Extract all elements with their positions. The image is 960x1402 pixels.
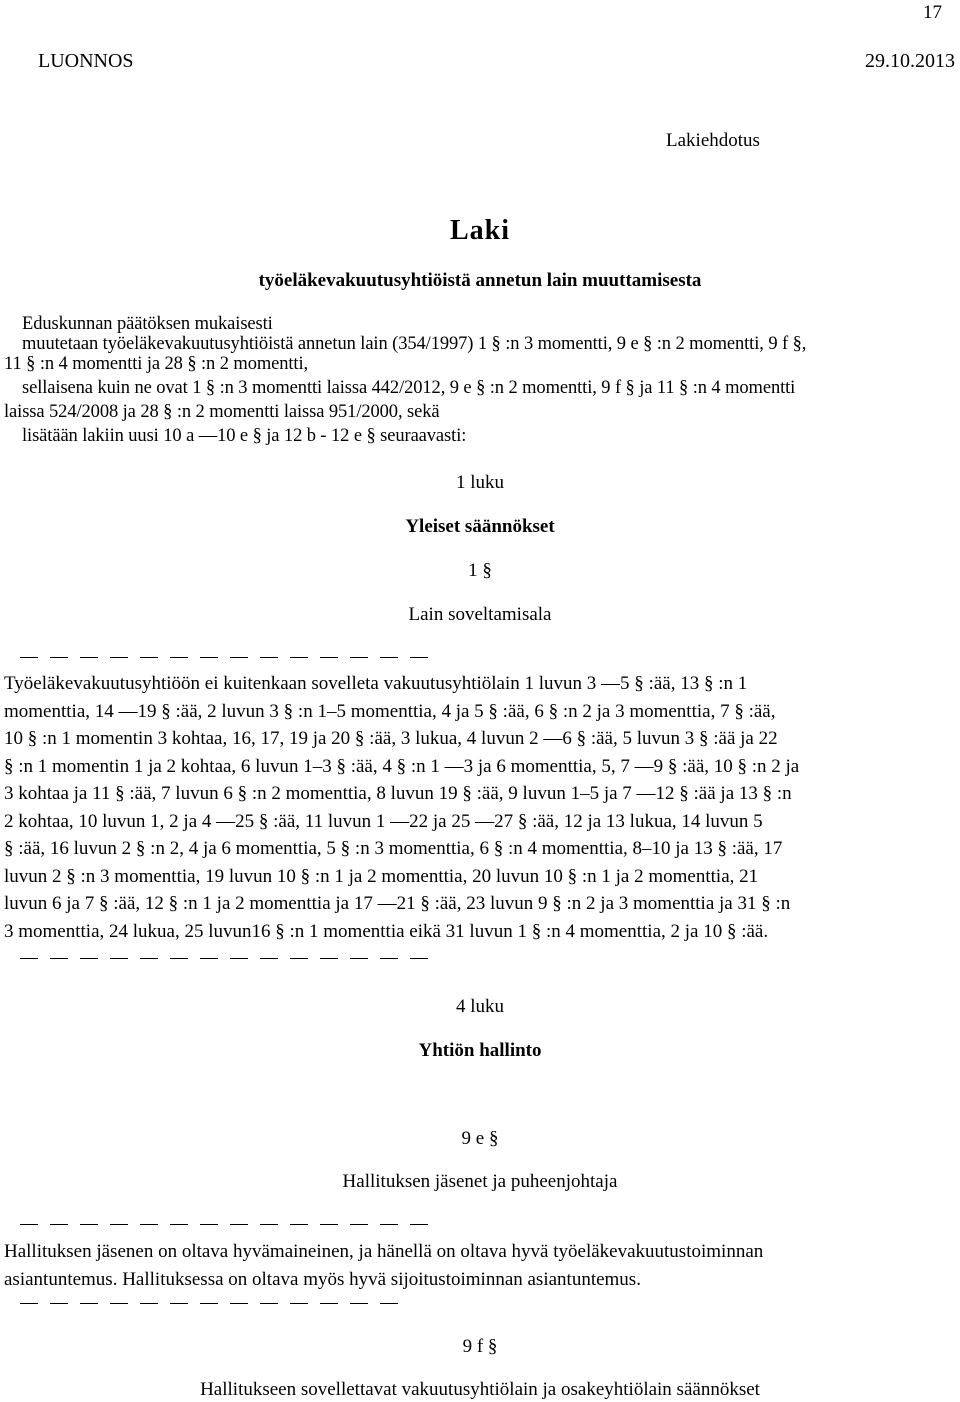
text-line: § :n 1 momentin 1 ja 2 kohtaa, 6 luvun 1–3 § :ää, 4 § :n 1 —3 ja 6 momenttia, 5, 7 —9 § :ää, 10 § :n 2 ja (4, 755, 800, 777)
section-title: Hallitukseen sovellettavat vakuutusyhtiölain ja osakeyhtiölain säännökset (200, 1379, 760, 1400)
law-subtitle: työeläkevakuutusyhtiöistä annetun lain muuttamisesta (258, 270, 702, 291)
section-9e-text (4, 1238, 956, 1294)
text-line: Hallituksen jäsenen on oltava hyvämaineinen, ja hänellä on oltava hyvä työeläkevakuutustoiminnan (4, 1241, 764, 1262)
chapter-number: 1 luku (455, 472, 505, 493)
text-line: luvun 2 § :n 3 momenttia, 19 luvun 10 § :n 1 ja 2 momenttia, 20 luvun 10 § :n 1 ja 2 momenttia, 21 (4, 865, 759, 887)
text-line: momenttia, 14 —19 § :ää, 2 luvun 3 § :n 1–5 momenttia, 4 ja 5 § :ää, 6 § :n 2 ja 3 momenttia, 7 § :ää, (4, 700, 776, 722)
draft-date: 29.10.2013 (865, 50, 955, 72)
preamble-line: muutetaan työeläkevakuutusyhtiöistä annetun lain (354/1997) 1 § :n 3 momentti, 9 e § :n 2 momentti, 9 f §, (22, 334, 807, 354)
text-line: 10 § :n 1 momentin 3 kohtaa, 16, 17, 19 ja 20 § :ää, 3 lukua, 4 luvun 2 —6 § :ää, 5 luvun 3 § :ää ja 22 (4, 728, 778, 749)
section-number: 9 f § (462, 1336, 498, 1357)
omission-dashes (20, 958, 428, 959)
text-line: luvun 6 ja 7 § :ää, 12 § :n 1 ja 2 momenttia ja 17 —21 § :ää, 23 luvun 9 § :n 2 ja 3 momenttia ja 31 § :n (4, 893, 791, 914)
section-number: 1 § (468, 560, 492, 581)
page-number: 17 (923, 2, 942, 23)
text-line: 3 momenttia, 24 lukua, 25 luvun16 § :n 1 momenttia eikä 31 luvun 1 § :n 4 momenttia, 2 ja 10 § :ää. (4, 920, 769, 942)
draft-label: LUONNOS (38, 50, 134, 72)
text-line: § :ää, 16 luvun 2 § :n 2, 4 ja 6 momenttia, 5 § :n 3 momenttia, 6 § :n 4 momenttia, 8–10 ja 13 § :ää, 17 (4, 838, 783, 859)
chapter-title: Yleiset säännökset (405, 516, 555, 537)
preamble-line: lisätään lakiin uusi 10 a —10 e § ja 12 b - 12 e § seuraavasti: (22, 426, 467, 446)
section-title: Lain soveltamisala (408, 604, 552, 625)
section-1-text (4, 670, 956, 945)
chapter-title: Yhtiön hallinto (418, 1040, 542, 1061)
chapter-number: 4 luku (455, 996, 505, 1017)
preamble-line: sellaisena kuin ne ovat 1 § :n 3 momentti laissa 442/2012, 9 e § :n 2 momentti, 9 f § ja 11 § :n 4 momentti (22, 378, 796, 398)
preamble-line: Eduskunnan päätöksen mukaisesti (22, 314, 273, 334)
preamble-line: 11 § :n 4 momentti ja 28 § :n 2 momentti, (4, 354, 309, 374)
law-title: Laki (449, 215, 511, 246)
text-line: 3 kohtaa ja 11 § :ää, 7 luvun 6 § :n 2 momenttia, 8 luvun 19 § :ää, 9 luvun 1–5 ja 7 —12 § :ää ja 13 § :n (4, 783, 792, 804)
section-title: Hallituksen jäsenet ja puheenjohtaja (342, 1171, 618, 1192)
section-number: 9 e § (461, 1128, 499, 1149)
text-line: asiantuntemus. Hallituksessa on oltava myös hyvä sijoitustoiminnan asiantuntemus. (4, 1269, 641, 1290)
text-line: Työeläkevakuutusyhtiöön ei kuitenkaan sovelleta vakuutusyhtiölain 1 luvun 3 —5 § :ää, 13 § :n 1 (4, 673, 748, 694)
document-type: Lakiehdotus (666, 130, 760, 151)
text-line: 2 kohtaa, 10 luvun 1, 2 ja 4 —25 § :ää, 11 luvun 1 —22 ja 25 —27 § :ää, 12 ja 13 lukua, 14 luvun 5 (4, 810, 763, 832)
omission-dashes (20, 1303, 398, 1304)
preamble-line: laissa 524/2008 ja 28 § :n 2 momentti laissa 951/2000, sekä (4, 402, 440, 422)
omission-dashes (20, 657, 428, 658)
omission-dashes (20, 1224, 428, 1225)
